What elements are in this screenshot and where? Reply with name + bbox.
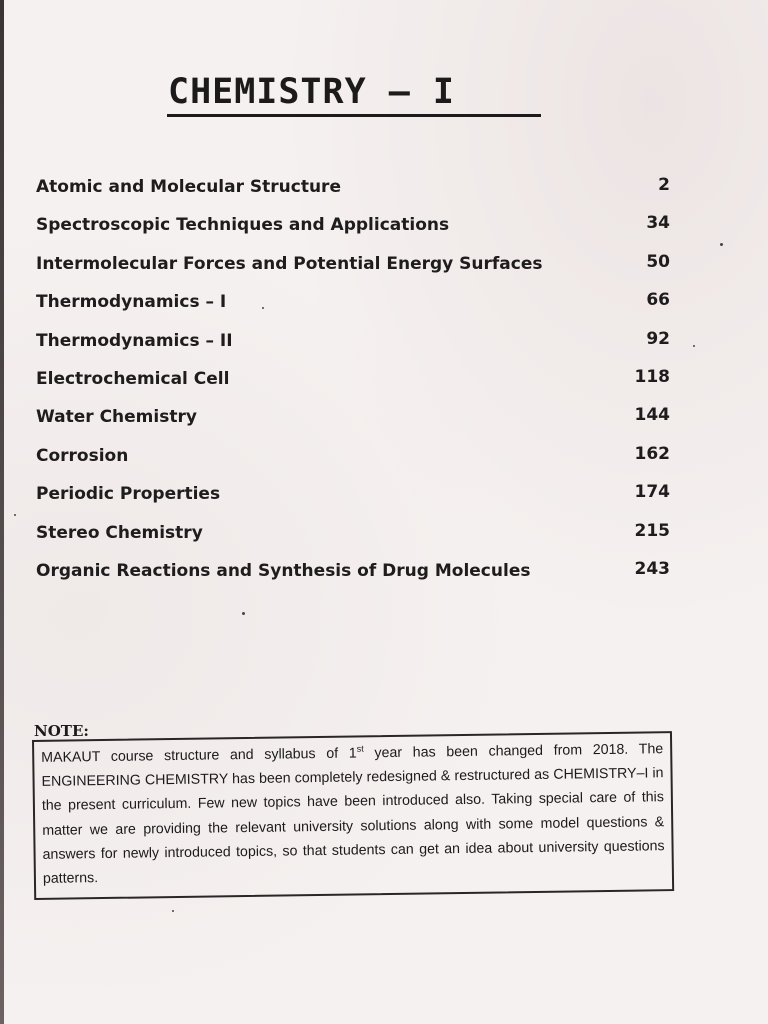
toc-entry-page: 92	[646, 328, 670, 349]
toc-entry-page: 162	[634, 443, 670, 464]
toc-entry	[36, 521, 676, 559]
toc-entry	[36, 482, 676, 520]
toc-entry-title: Thermodynamics – II	[36, 330, 233, 351]
toc-entry	[36, 559, 676, 597]
paper-speck	[693, 345, 695, 347]
note-heading: NOTE:	[34, 722, 89, 740]
toc-entry	[36, 213, 676, 251]
toc-entry-page: 144	[634, 405, 670, 426]
toc-entry	[36, 405, 676, 443]
note-text-part1: MAKAUT course structure and syllabus of 1	[41, 745, 357, 766]
page-title: CHEMISTRY – I	[168, 72, 455, 112]
paper-speck	[242, 612, 245, 615]
note-text-part2: year has been changed from 2018. The ENGINEERING CHEMISTRY has been completely redesigned & restructured as CHEMISTRY–I in the present curriculum. Few new topics have been introduced also. Taking special care of this matter we are providing the relevant university solutions along with some model questions & answers for newly introduced topics, so that students can get an idea about university questions patterns.	[41, 741, 665, 887]
toc-entry-page: 2	[658, 175, 670, 195]
toc-entry-page: 118	[634, 366, 670, 387]
toc-entry-page: 66	[646, 290, 670, 311]
table-of-contents	[36, 175, 676, 597]
toc-entry	[36, 252, 676, 290]
toc-entry	[36, 175, 676, 213]
page-edge	[0, 0, 4, 1024]
toc-entry-page: 243	[634, 558, 670, 579]
title-underline	[167, 114, 541, 117]
note-text	[41, 737, 665, 891]
toc-entry-page: 34	[646, 213, 670, 234]
toc-entry-title: Water Chemistry	[36, 407, 197, 428]
toc-entry-title: Thermodynamics – I	[36, 292, 227, 313]
toc-entry-title: Electrochemical Cell	[36, 368, 230, 389]
note-box	[32, 731, 674, 900]
paper-speck	[14, 514, 16, 516]
toc-entry	[36, 290, 676, 328]
toc-entry-title: Corrosion	[36, 445, 129, 466]
toc-entry	[36, 444, 676, 482]
toc-entry-title: Atomic and Molecular Structure	[36, 177, 341, 197]
paper-speck	[262, 307, 264, 309]
toc-entry-title: Stereo Chemistry	[36, 522, 203, 543]
toc-entry-title: Periodic Properties	[36, 484, 221, 505]
paper-speck	[720, 243, 723, 246]
toc-entry-page: 50	[646, 251, 670, 272]
toc-entry-title: Spectroscopic Techniques and Applications	[36, 215, 450, 236]
toc-entry	[36, 367, 676, 405]
toc-entry	[36, 329, 676, 367]
toc-entry-page: 174	[634, 482, 670, 503]
note-ordinal-suffix: st	[356, 743, 364, 754]
toc-entry-title: Organic Reactions and Synthesis of Drug Molecules	[36, 560, 531, 581]
paper-speck	[172, 910, 174, 912]
toc-entry-page: 215	[634, 520, 670, 541]
toc-entry-title: Intermolecular Forces and Potential Energy Surfaces	[36, 253, 543, 274]
